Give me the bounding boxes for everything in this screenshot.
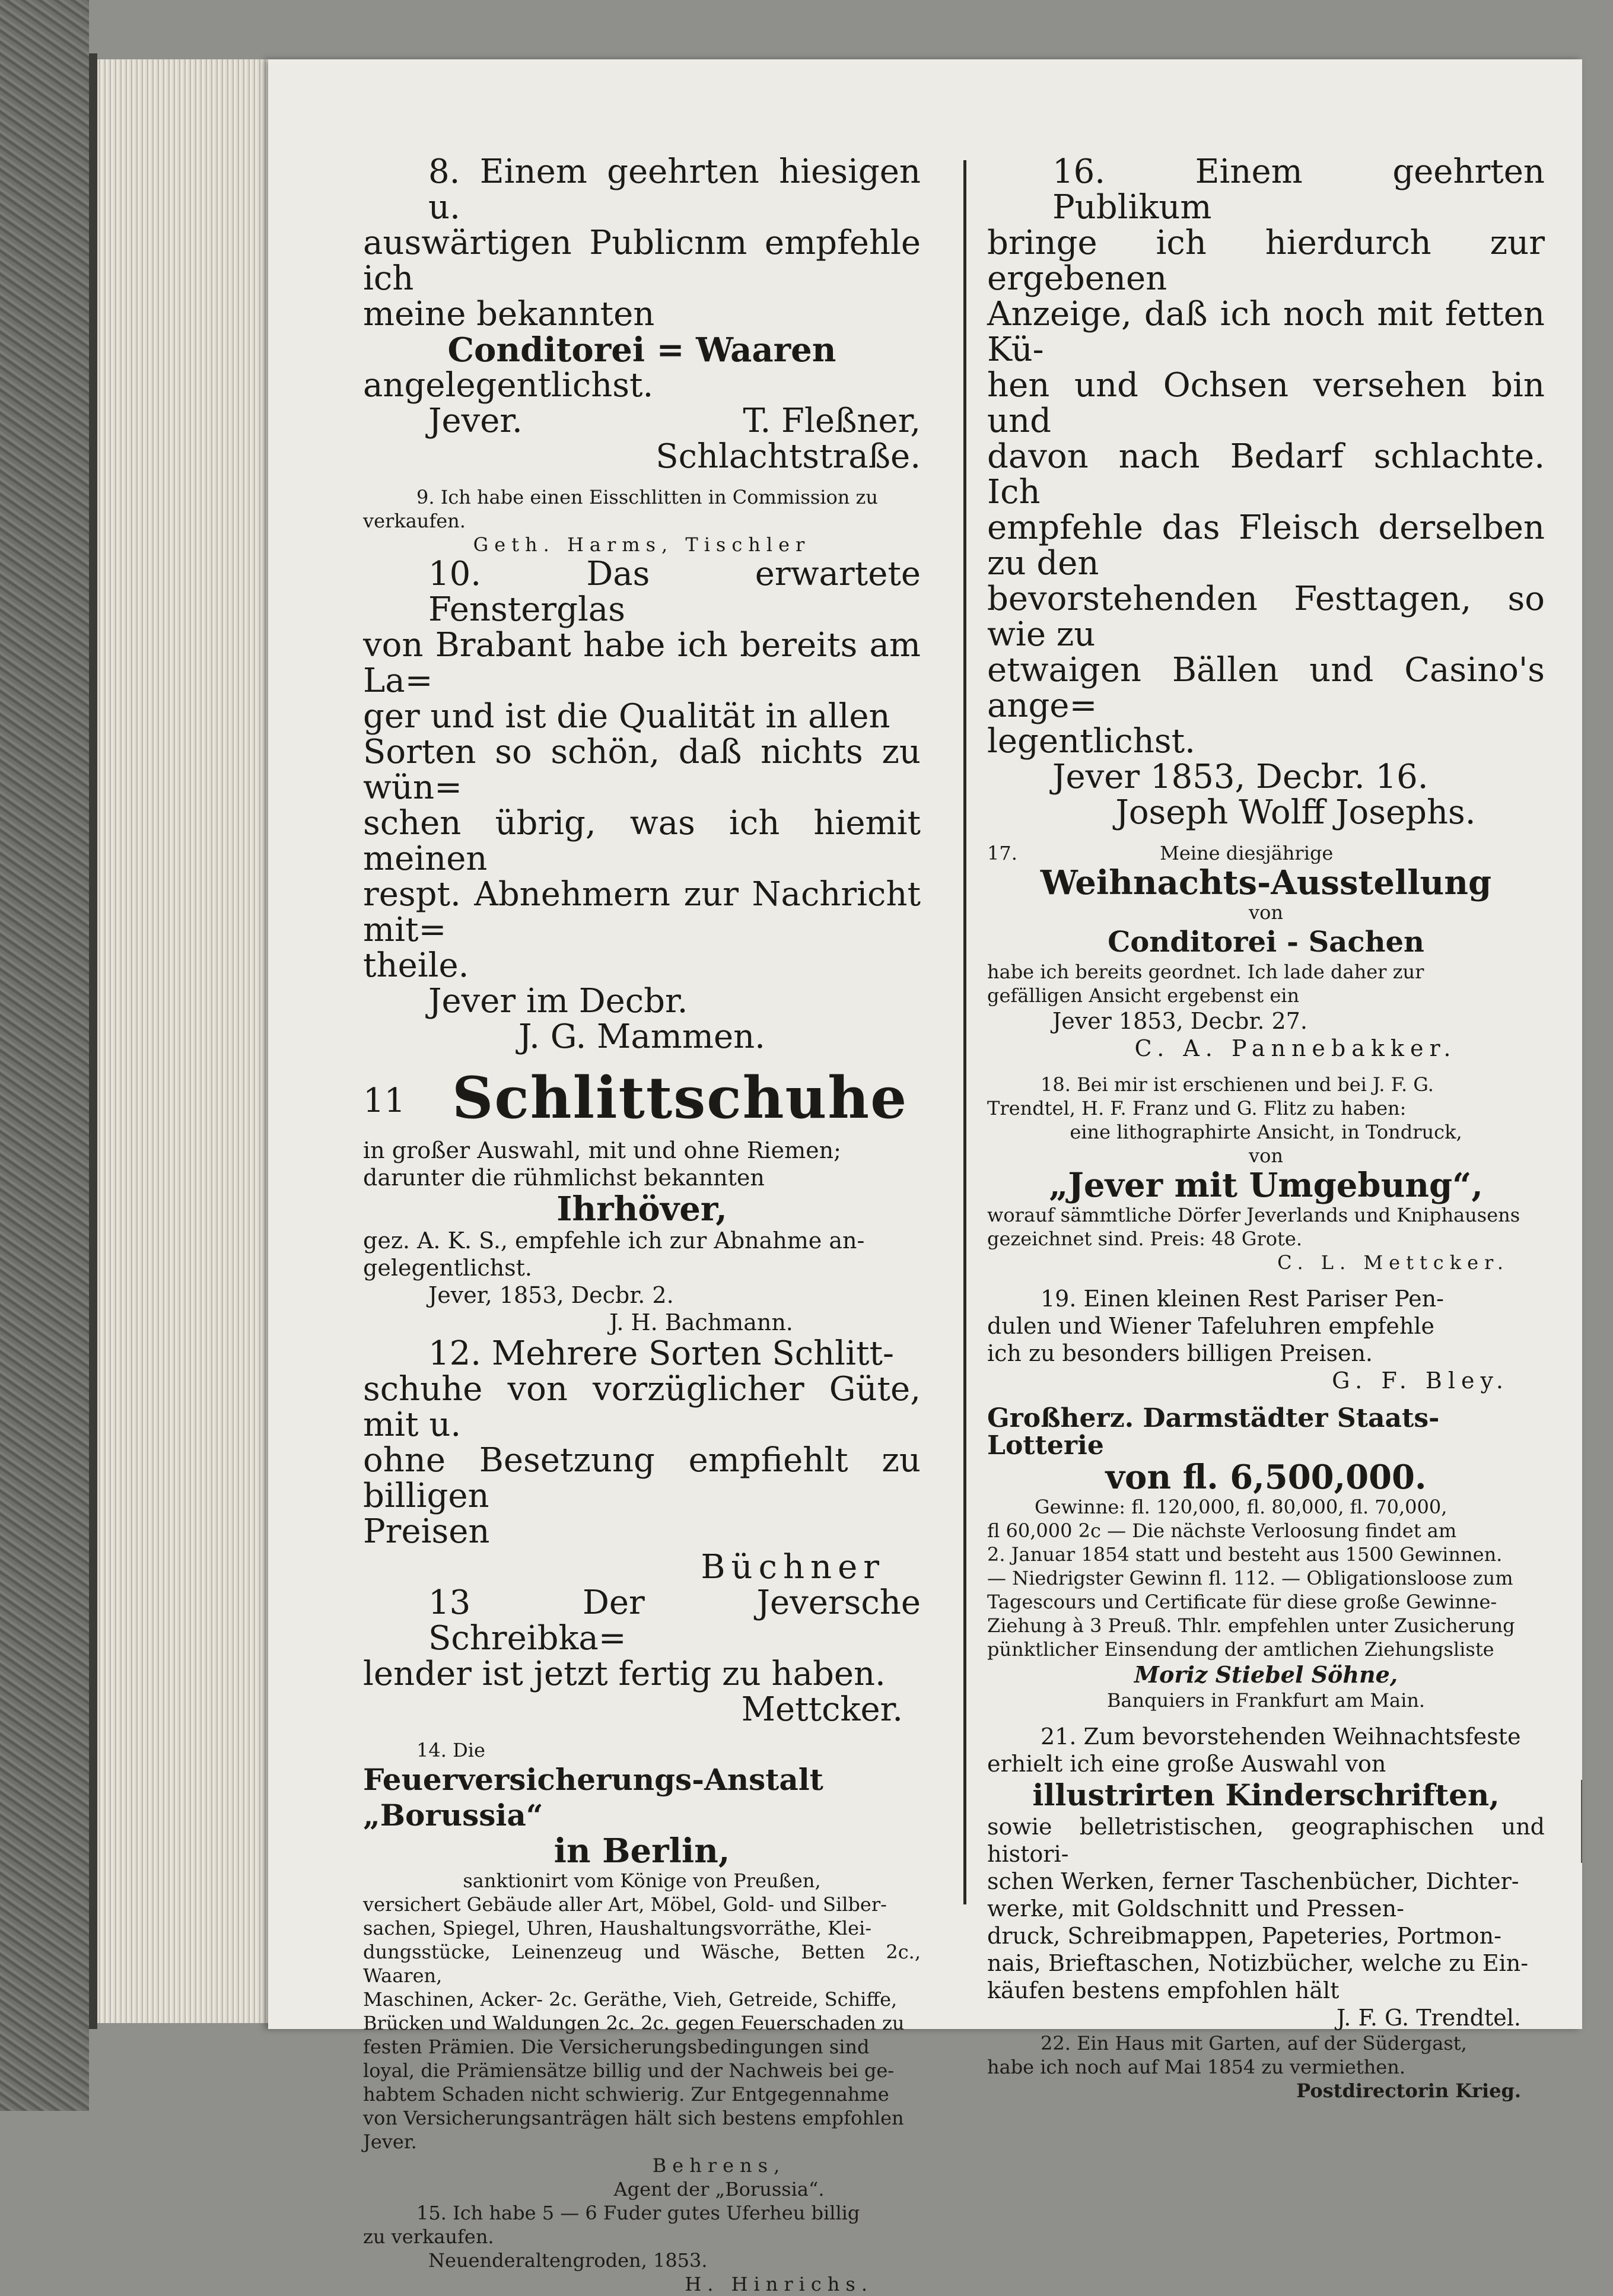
notice-signature: Behrens, [652, 2154, 786, 2177]
notice-line: 13 Der Jeversche Schreibka= [428, 1583, 921, 1658]
notice-line: von Brabant habe ich bereits am La= [363, 626, 921, 700]
notice-heading: „Jever mit Umgebung“, [1049, 1166, 1483, 1205]
notice-signature: Büchner [701, 1548, 885, 1586]
notice-14 [363, 1738, 921, 2201]
notice-line: ohne Besetzung empfiehlt zu billigen [363, 1441, 921, 1515]
notice-heading: Weihnachts-Ausstellung [1040, 863, 1492, 902]
sign-name: T. Fleßner, [743, 402, 921, 440]
newspaper-page [268, 59, 1582, 2295]
notice-heading: Conditorei - Sachen [1108, 926, 1424, 959]
notice-line: schen übrig, was ich hiemit meinen [363, 804, 921, 878]
notice-line: in großer Auswahl, mit und ohne Riemen; [363, 1137, 841, 1163]
notice-line: 2. Januar 1854 statt und besteht aus 1500 Gewinnen. [987, 1543, 1503, 1566]
notice-line: Brücken und Waldungen 2c. 2c. gegen Feuerschaden zu [363, 2012, 905, 2034]
notice-line: Preisen [363, 1512, 490, 1551]
notice-line: gefälligen Ansicht ergebenst ein [987, 984, 1300, 1007]
notice-line: von Versicherungsanträgen hält sich bestens empfohlen [363, 2107, 904, 2129]
notice-signature: C. L. Mettcker. [1277, 1251, 1509, 1274]
notice-line: fl 60,000 2c — Die nächste Verloosung findet am [987, 1519, 1457, 1542]
notice-lottery [987, 1405, 1545, 1712]
notice-heading: illustrirten Kinderschriften, [1032, 1777, 1500, 1812]
notice-line: habe ich noch auf Mai 1854 zu vermiethen. [987, 2056, 1406, 2078]
notice-heading: Feuerversicherungs-Anstalt „Borussia“ [363, 1762, 823, 1833]
notice-heading: Ihrhöver, [556, 1190, 727, 1229]
notice-signature: Postdirectorin Krieg. [1296, 2079, 1521, 2102]
notice-signature: Mettcker. [741, 1690, 903, 1729]
notice-heading: Conditorei = Waaren [447, 330, 836, 370]
notice-line: gelegentlichst. [363, 1255, 532, 1281]
sign-street: Schlachtstraße. [656, 437, 921, 476]
notice-line: sachen, Spiegel, Uhren, Haushaltungsvorräthe, Klei- [363, 1917, 872, 1939]
binding-stitch [1581, 1780, 1582, 1863]
notice-number: 11 [363, 1082, 406, 1120]
cover-rim [89, 53, 97, 2029]
notice-16 [987, 154, 1545, 831]
notice-signature: H. Hinrichs. [685, 2273, 873, 2295]
notice-line: bringe ich hierdurch zur ergebenen [987, 224, 1545, 298]
notice-line: — Niedrigster Gewinn fl. 112. — Obligationsloose zum [987, 1567, 1513, 1589]
notice-signature: G. F. Bley. [1332, 1368, 1509, 1394]
notice-line: lender ist jetzt fertig zu haben. [363, 1655, 886, 1693]
notice-signature: Banquiers in Frankfurt am Main. [1106, 1689, 1426, 1712]
notice-line: Jever. [363, 2130, 417, 2153]
notice-head-row [363, 1066, 921, 1137]
sign-place: Jever. [428, 402, 523, 440]
notice-9 [363, 485, 921, 556]
notice-place: Neuenderaltengroden, 1853. [428, 2249, 708, 2272]
notice-line: theile. [363, 946, 469, 985]
right-column [987, 154, 1545, 2103]
left-column [363, 154, 921, 2296]
notice-18 [987, 1073, 1545, 1274]
notice-line: 15. Ich habe 5 — 6 Fuder gutes Uferheu billig [416, 2202, 860, 2224]
notice-13 [363, 1585, 921, 1728]
notice-line: 9. Ich habe einen Eisschlitten in Commission zu [416, 486, 878, 508]
notice-signature [363, 403, 921, 439]
notice-line: 19. Einen kleinen Rest Pariser Pen- [1041, 1286, 1444, 1312]
notice-22 [987, 2031, 1545, 2103]
notice-line: Trendtel, H. F. Franz und G. Flitz zu haben: [987, 1097, 1407, 1120]
notice-line: schen Werken, ferner Taschenbücher, Dichter- [987, 1868, 1519, 1894]
notice-8 [363, 154, 921, 475]
notice-line: Ziehung à 3 Preuß. Thlr. empfehlen unter Zusicherung [987, 1614, 1515, 1637]
notice-line: versichert Gebäude aller Art, Möbel, Gold- und Silber- [363, 1893, 887, 1916]
notice-15 [363, 2201, 921, 2296]
notice-12 [363, 1336, 921, 1585]
notice-line: schuhe von vorzüglicher Güte, mit u. [363, 1370, 921, 1444]
column-rule [963, 160, 966, 1904]
notice-line: eine lithographirte Ansicht, in Tondruck, [1070, 1121, 1462, 1143]
notice-line: käufen bestens empfohlen hält [987, 1977, 1340, 2004]
notice-signature: C. A. Pannebakker. [1134, 1035, 1457, 1061]
notice-line: worauf sämmtliche Dörfer Jeverlands und Kniphausens [987, 1204, 1520, 1226]
notice-line: Gewinne: fl. 120,000, fl. 80,000, fl. 70,000, [1035, 1496, 1447, 1518]
notice-line: pünktlicher Einsendung der amtlichen Ziehungsliste [987, 1638, 1494, 1661]
notice-signature: J. F. G. Trendtel. [1337, 2005, 1521, 2031]
notice-line: 10. Das erwartete Fensterglas [428, 555, 921, 629]
notice-signature: J. H. Bachmann. [609, 1309, 793, 1335]
notice-line: 21. Zum bevorstehenden Weihnachtsfeste [1041, 1723, 1521, 1750]
notice-intro-row [987, 841, 1545, 865]
notice-date: Jever im Decbr. [428, 982, 688, 1020]
notice-line: Sorten so schön, daß nichts zu wün= [363, 733, 921, 807]
notice-heading: Schlittschuhe [452, 1064, 908, 1131]
notice-line: davon nach Bedarf schlachte. Ich [987, 437, 1545, 511]
notice-line: Maschinen, Acker- 2c. Geräthe, Vieh, Getreide, Schiffe, [363, 1988, 898, 2011]
notice-line: werke, mit Goldschnitt und Pressen- [987, 1896, 1404, 1922]
notice-line: legentlichst. [987, 722, 1195, 761]
notice-line: 12. Mehrere Sorten Schlitt- [428, 1334, 894, 1373]
notice-date: Jever 1853, Decbr. 27. [1052, 1008, 1307, 1034]
notice-line: habe ich bereits geordnet. Ich lade daher zur [987, 961, 1424, 983]
notice-signature: J. G. Mammen. [518, 1017, 765, 1056]
notice-signature: Geth. Harms, Tischler [473, 533, 811, 556]
notice-line: bevorstehenden Festtagen, so wie zu [987, 580, 1545, 654]
notice-number: 14. Die [416, 1739, 485, 1761]
notice-line: von [1249, 901, 1283, 924]
notice-line: sowie belletristischen, geographischen und histori- [987, 1814, 1545, 1867]
notice-line: gez. A. K. S., empfehle ich zur Abnahme an- [363, 1227, 865, 1254]
notice-heading: in Berlin, [553, 1831, 730, 1871]
notice-line: ich zu besonders billigen Preisen. [987, 1340, 1373, 1366]
notice-line: gezeichnet sind. Preis: 48 Grote. [987, 1227, 1303, 1250]
notice-date: Jever, 1853, Decbr. 2. [428, 1282, 674, 1308]
notice-line: hen und Ochsen versehen bin und [987, 366, 1545, 440]
notice-line: festen Prämien. Die Versicherungsbedingungen sind [363, 2036, 870, 2058]
notice-line: angelegentlichst. [363, 366, 654, 405]
notice-signature: Agent der „Borussia“. [613, 2178, 825, 2200]
notice-number: 17. [987, 842, 1017, 864]
notice-signature: Joseph Wolff Josephs. [1115, 793, 1476, 832]
notice-date: Jever 1853, Decbr. 16. [1052, 758, 1429, 796]
notice-line: erhielt ich eine große Auswahl von [987, 1751, 1386, 1777]
book-cover [0, 0, 89, 2111]
notice-line: nais, Brieftaschen, Notizbücher, welche zu Ein- [987, 1950, 1529, 1976]
notice-line: meine bekannten [363, 295, 655, 333]
notice-line: Anzeige, daß ich noch mit fetten Kü- [987, 295, 1545, 369]
notice-heading: Großherz. Darmstädter Staats-Lotterie [987, 1403, 1440, 1461]
notice-10 [363, 556, 921, 1055]
notice-line: Meine diesjährige [1160, 842, 1334, 864]
notice-21 [987, 1723, 1545, 2031]
notice-line: ger und ist die Qualität in allen [363, 697, 890, 736]
notice-line: 8. Einem geehrten hiesigen u. [428, 152, 921, 227]
notice-line: 16. Einem geehrten Publikum [1052, 152, 1545, 227]
notice-line: habtem Schaden nicht schwierig. Zur Entgegennahme [363, 2083, 889, 2106]
notice-line: zu verkaufen. [363, 2225, 494, 2248]
notice-line: dulen und Wiener Tafeluhren empfehle [987, 1313, 1435, 1339]
notice-line: 22. Ein Haus mit Garten, auf der Südergast, [1041, 2032, 1467, 2055]
notice-line: darunter die rühmlichst bekannten [363, 1165, 765, 1191]
notice-line: Tagescours und Certificate für diese große Gewinne- [987, 1591, 1497, 1613]
notice-line: 18. Bei mir ist erschienen und bei J. F. G. [1041, 1073, 1434, 1096]
notice-line: von [1249, 1144, 1283, 1167]
notice-signature: Moriz Stiebel Söhne, [1134, 1661, 1398, 1688]
notice-line: loyal, die Prämiensätze billig und der Nachweis bei ge- [363, 2059, 895, 2082]
notice-line: sanktionirt vom Könige von Preußen, [463, 1869, 821, 1892]
notice-19 [987, 1285, 1545, 1394]
notice-line: verkaufen. [363, 510, 466, 532]
notice-17 [987, 841, 1545, 1062]
notice-line: dungsstücke, Leinenzeug und Wäsche, Betten 2c., Waaren, [363, 1941, 921, 1987]
notice-line: druck, Schreibmappen, Papeteries, Portmon- [987, 1923, 1501, 1949]
notice-line: auswärtigen Publicnm empfehle ich [363, 224, 921, 298]
page-edges [97, 59, 275, 2023]
notice-heading: von fl. 6,500,000. [1105, 1458, 1427, 1497]
notice-line: etwaigen Bällen und Casino's ange= [987, 651, 1545, 725]
notice-11 [363, 1066, 921, 1336]
notice-line: empfehle das Fleisch derselben zu den [987, 508, 1545, 583]
notice-line: respt. Abnehmern zur Nachricht mit= [363, 875, 921, 949]
